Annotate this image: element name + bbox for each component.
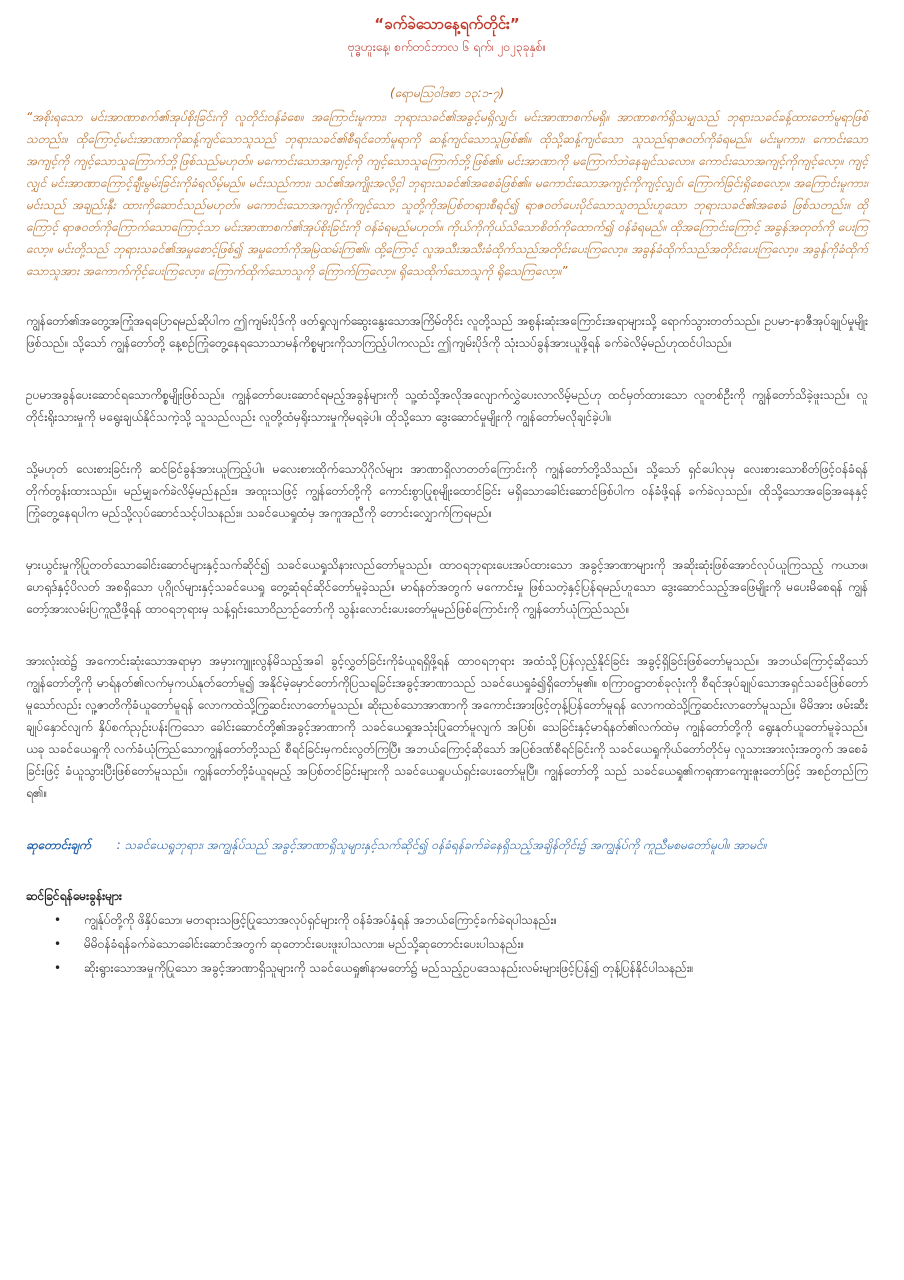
bullet-icon: • xyxy=(54,937,62,951)
reflection-list xyxy=(26,908,868,980)
bullet-icon: • xyxy=(54,961,62,975)
reflection-question-1: ကျွန်ုပ်တို့ကို ဖိနှိပ်သော၊ မတရားသဖြင့်ပြုသောအလုပ်ရှင်များကို ဝန်ခံအပ်နှံရန် အဘယ်ကြောင့်ခက်ခဲရပါသနည်း။ xyxy=(84,913,558,927)
body-paragraph-2: ဥပမာအခွန်ပေးဆောင်ရသောကိစ္စမျိုးဖြစ်သည်။ ကျွန်တော်ပေးဆောင်ရမည့်အခွန်များကို သူ့ထံသို့အလိုအလျောက်လွှဲပေးလာလိမ့်မည်ဟု ထင်မှတ်ထားသော လူတစ်ဦးကို ကျွန်တော်သိခဲ့ဖူးသည်။ လူတိုင်းရိုးသားမှုကို မရွေးချယ်နိုင်သကဲ့သို့ သူသည်လည်း လူတို့ထံမှရိုးသားမှုကိုမရခဲ့ပါ။ ထိုသို့သော ဒွေးဆောင်မှုမျိုးကို ကျွန်တော်မလိုချင်ခဲ့ပါ။ xyxy=(26,388,868,424)
body-paragraph-1: ကျွန်တော်၏အတွေ့အကြုံအရပြောရမည်ဆိုပါက ဤကျမ်းပိုဒ်ကို ဖတ်ရှုလျက်ဆွေးနွေးသောအကြိမ်တိုင်း လူတို့သည် အစွန်းဆုံးအကြောင်းအရာများသို့ ရောက်သွားတတ်သည်။ ဥပမာ-နာဇီအုပ်ချုပ်မှုမျိုးဖြစ်သည်။ သို့သော် ကျွန်တော်တို့ နေ့စဉ်ကြုံတွေ့နေရသောသာမန်ကိစ္စများကိုသာကြည့်ပါကလည်း ဤကျမ်းပိုဒ်ကို သုံးသပ်ခွန်အားယူဖို့ရန် ခက်ခဲလိမ့်မည်ဟုထင်ပါသည်။ xyxy=(26,314,868,350)
reflection-heading: ဆင်ခြင်ရန်မေးခွန်းများ xyxy=(26,889,122,903)
prayer-summary xyxy=(26,834,868,856)
prayer-summary-text: : သခင်ယေရှုဘုရား၊ အကျွန်ုပ်သည် အခွင့်အာဏာရှိသူများနှင့်သက်ဆိုင်၍ ဝန်ခံရန်ခက်ခဲနေရှိသည့်အချိန်တိုင်း၌ အကျွန်ုပ်ကို ကူညီမစမတော်မူပါ။ အာမင်။ xyxy=(116,838,767,852)
list-item xyxy=(54,932,868,956)
scripture-passage: “အစိုးရသော မင်းအာဏာစက်၏အုပ်စိုးခြင်းကို လူတိုင်းဝန်ခံစေ။ အကြောင်းမူကား၊ ဘုရားသခင်၏အခွင့်မရှိလျှင်၊ မင်းအာဏာစက်မရှိ။ အာဏာစက်ရှိသမျှသည် ဘုရားသခင်ခန့်ထားတော်မူရာဖြစ်သတည်း။ ထိုကြောင့်မင်းအာဏာကိုဆန့်ကျင်သောသူသည် ဘုရားသခင်၏စီရင်တော်မူရာကို ဆန့်ကျင်သောသူဖြစ်၏။ ထိုသို့ဆန့်ကျင်သော သူသည်ရာဇဝတ်ကိုခံရမည်။ မင်းမူကား၊ ကောင်းသောအကျင့်ကို ကျင့်သောသူကြောက်ဘို့ဖြစ်သည်မဟုတ်။ မကောင်းသောအကျင့်ကို ကျင့်သောသူကြောက်ဘို့ဖြစ်၏။ မင်းအာဏာကို မကြောက်ဘဲနေချင်သလော။ ကောင်းသောအကျင့်ကိုကျင့်လော့။ ကျင့်လျှင် မင်းအာဏာကြောင့်ချီးမွမ်းခြင်းကိုခံရလိမ့်မည်။ မင်းသည်ကား၊ သင်၏အကျိုးအလို့ငှါ ဘုရားသခင်၏အစေခံဖြစ်၏။ မကောင်းသောအကျင့်ကိုကျင့်လျှင်၊ ကြောက်ခြင်းရှိစေလော့။ အကြောင်းမူကား၊ မင်းသည် အချည်းနှီး ထားကိုဆောင်သည်မဟုတ်။ မကောင်းသောအကျင့်ကိုကျင့်သော သူတို့ကိုအပြစ်တရားစီရင်၍ ရာဇဝတ်ပေးပိုင်သောသူတည်းဟူသော ဘုရားသခင်၏အစေခံ ဖြစ်သတည်း။ ထိုကြောင့် ရာဇဝတ်ကိုကြောက်သောကြောင့်သာ မင်းအာဏာစက်၏အုပ်စိုးခြင်းကို ဝန်ခံရမည်မဟုတ်။ ကိုယ်ကိုကိုယ်သိသောစိတ်ကိုထောက်၍ ဝန်ခံရမည်။ ထိုအကြောင်းကြောင့် အခွန်အတုတ်ကို ပေးကြလော့။ မင်းတို့သည် ဘုရားသခင်၏အမှုစောင့်ဖြစ်၍ အမှုတော်ကိုအမြဲထမ်းကြ၏။ ထို့ကြောင့် လူအသီးအသီးခံထိုက်သည်အတိုင်းပေးကြလော့။ အခွန်ခံထိုက်သည်အတိုင်းပေးကြလော့။ အခွန်ကိုခံထိုက်သောသူအား အကောက်ကိုင့်ပေးကြလော့။ ကြောက်ထိုက်သောသူကို ကြောက်ကြလော့။ ရိုသေထိုက်သောသူကို ရိုသေကြလော့။” xyxy=(26,110,868,278)
publish-date: ဗုဒ္ဓဟူးနေ့၊ စက်တင်ဘာလ ၆ ရက်၊ ၂၀၂၃ခုနှစ်။ xyxy=(347,40,547,54)
page-title: “ခက်ခဲသောနေ့ရက်တိုင်း” xyxy=(374,15,520,33)
prayer-summary-label: ဆုတောင်းချက် xyxy=(26,838,91,852)
body-paragraph-3: သို့မဟုတ် လေးစားခြင်းကို ဆင်ခြင်ခွန်အားယူကြည့်ပါ။ မလေးစားထိုက်သောပိုဂိုလ်များ အာဏာရှိလာတတ်ကြောင်းကို ကျွန်တော်တို့သိသည်။ သို့သော် ရှင်ပေါလုမှ လေးစားသောစိတ်ဖြင့်ဝန်ခံရန် တိုက်တွန်းထားသည်။ မည်မျှခက်ခဲလိမ့်မည်နည်း။ အထူးသဖြင့် ကျွန်တော်တို့ကို ကောင်းစွာပြုစုမျိုးထောင်ခြင်း မရှိသောခေါင်းဆောင်ဖြစ်ပါက ဝန်ခံဖို့ရန် ခက်ခဲလှသည်။ ထိုသို့သောအခြေအနေနှင့်ကြုံတွေ့နေရပါက မည်သို့လုပ်ဆောင်သင့်ပါသနည်း။ သခင်ယေရှုထံမှ အကူအညီကို တောင်းလျှောက်ကြရမည်။ xyxy=(26,462,868,520)
body-paragraph-4: မှားယွင်းမှုကိုပြုတတ်သောခေါင်းဆောင်များနှင့်သက်ဆိုင်၍ သခင်ယေရှုသိနားလည်တော်မူသည်။ ထာဝရဘုရားပေးအပ်ထားသော အခွင့်အာဏာများကို အဆိုးဆုံးဖြစ်အောင်လုပ်ယူကြသည့် ကယာဖ၊ ဟေရုဒ်နှင့်ပိလတ် အစရှိသော ပုဂ္ဂိုလ်များနှင့်သခင်ယေရှု တွေ့ဆုံရင်ဆိုင်တော်မူခဲ့သည်။ မာရ်နတ်အတွက် မကောင်းမှု ဖြစ်သတဲ့နှင့်ပြန်ရမည်ဟူသော ဒွေးဆောင်သည့်အဖြေမျိုးကို မပေးမိစေရန် ကျွန်တော့်အားလမ်းပြကူညီဖို့ရန် ထာဝရဘုရားမှ သန့်ရှင်းသောဝိညာဉ်တော်ကို သွန်းလောင်းပေးတော်မူမည်ဖြစ်ကြောင်းကို ကျွန်တော်ယုံကြည်သည်။ xyxy=(26,558,868,616)
scripture-reference: (ရောမဩဝါဒစာ ၁၃:၁-၇) xyxy=(389,86,505,100)
body-paragraph-5: အားလုံးထဲ၌ အကောင်းဆုံးသောအရာမှာ အမှားကျူးလွန်မိသည့်အခါ ခွင့်လွှတ်ခြင်းကိုခံယူရရှိဖို့ရန် ထာဝရဘုရား အထံသို့ပြန်လှည့်နိုင်ခြင်း အခွင့်ရှိခြင်းဖြစ်တော်မူသည်။ အဘယ်ကြောင့်ဆိုသော် ကျွန်တော်တို့ကို မာရ်နတ်၏လက်မှကယ်နုတ်တော်မူ၍ အနိုင်မဲ့မှောင်တော်ကိုပြသရခြင်းအခွင့်အာဏာသည် သခင်ယေရှုခံ၍ရှိတော်မူ၏။ စကြာဝဠာတစ်ခုလုံးကို စီရင်အုပ်ချုပ်သောအရှင်သခင်ဖြစ်တော်မူသော်လည်း လူ့ဇာတိကိုခံယူတော်မူရန် လောကထဲသို့ကြွဆင်းလာတော်မူသည်။ ဆိုးညစ်သောအာဏာကို အကောင်းအားဖြင့်တုန့်ပြန်တော်မူရန် လောကထဲသို့ကြွဆင်းလာတော်မူသည်။ မိမိအား ဖမ်းဆီးချုပ်နှောင်လျက် နှိပ်စက်ညှဉ်းပန်းကြသော ခေါင်းဆောင်တို့၏အခွင့်အာဏာကို သခင်ယေရှုအသုံးပြုတော်မူလျက် အပြစ်၊ သေခြင်းနှင့်မာရ်နတ်၏လက်ထဲမှ ကျွန်တော်တို့ကို ရွေးနုတ်ယူတော်မူခဲ့သည်။ ယခု သခင်ယေရှုကို လက်ခံယုံကြည်သောကျွန်တော်တို့သည် စီရင်ခြင်းမှကင်းလွတ်ကြပြီ။ အဘယ်ကြောင့်ဆိုသော် အပြစ်ဒဏ်စီရင်ခြင်းကို သခင်ယေရှုကိုယ်တော်တိုင်မှ လူသားအားလုံးအတွက် အစေခံခြင်းဖြင့် ခံယူသွားပြီးဖြစ်တော်မူသည်။ ကျွန်တော်တို့ခံယူရမည့် အပြစ်တင်ခြင်းများကို သခင်ယေရှုပယ်ရှင်းပေးတော်မူပြီ။ ကျွန်တော်တို့ သည် သခင်ယေရှု၏ကရုဏာကျေးဇူးတော်ဖြင့် အစဉ်တည်ကြရ၏။ xyxy=(26,654,868,800)
bullet-icon: • xyxy=(54,913,62,927)
reflection-question-3: ဆိုးရွားသောအမှုကိုပြုသော အခွင့်အာဏာရှိသူများကို သခင်ယေရှု၏နာမတော်၌ မည်သည့်ဥပဒေသနည်းလမ်းများဖြင့်ပြန်၍ တုန့်ပြန်နိုင်ပါသနည်း။ xyxy=(84,961,694,975)
list-item xyxy=(54,956,868,980)
reflection-question-2: မိမိဝန်ခံရန်ခက်ခဲသောခေါင်းဆောင်အတွက် ဆုတောင်းပေးဖူးပါသလား။ မည်သို့ဆုတောင်းပေးပါသနည်း။ xyxy=(84,937,525,951)
list-item xyxy=(54,908,868,932)
